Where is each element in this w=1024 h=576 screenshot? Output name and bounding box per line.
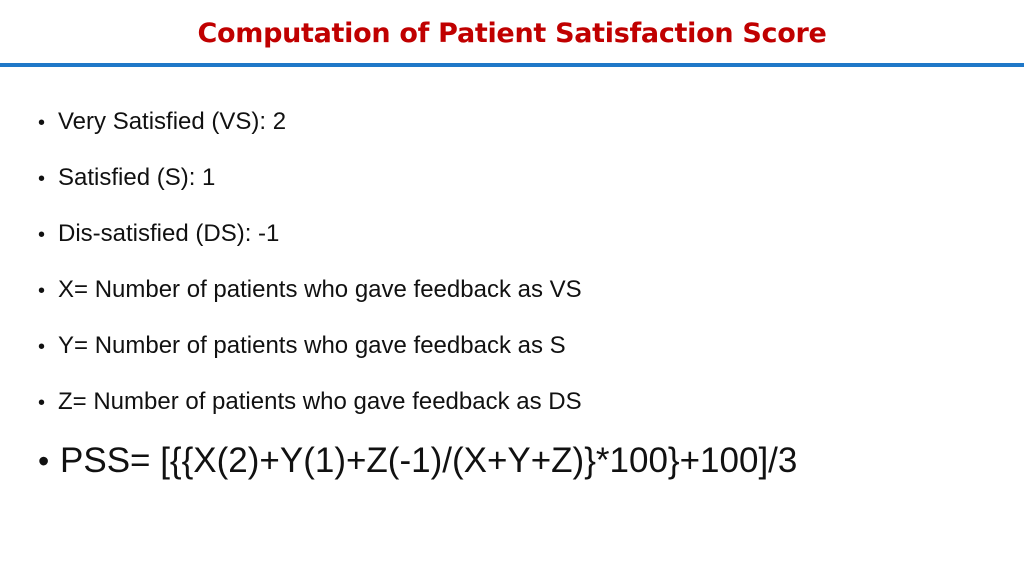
bullet-item-dissatisfied bbox=[38, 212, 797, 268]
bullet-text: Y= Number of patients who gave feedback as S bbox=[58, 332, 566, 359]
bullet-item-satisfied bbox=[38, 156, 797, 212]
bullet-text: Satisfied (S): 1 bbox=[58, 164, 216, 191]
bullet-item-x-definition bbox=[38, 268, 797, 324]
slide-title: Computation of Patient Satisfaction Score bbox=[197, 18, 827, 49]
bullet-text: Z= Number of patients who gave feedback as DS bbox=[58, 388, 582, 415]
bullet-marker: • bbox=[38, 336, 46, 358]
bullet-text: X= Number of patients who gave feedback as VS bbox=[58, 276, 582, 303]
bullet-marker: • bbox=[38, 224, 46, 246]
bullet-marker: • bbox=[38, 168, 46, 190]
bullet-marker: • bbox=[38, 112, 46, 134]
bullet-item-z-definition bbox=[38, 380, 797, 436]
bullet-item-y-definition bbox=[38, 324, 797, 380]
bullet-marker: • bbox=[38, 443, 50, 479]
title-divider bbox=[0, 63, 1024, 67]
bullet-marker: • bbox=[38, 392, 46, 414]
bullet-list bbox=[38, 100, 797, 496]
bullet-text: Dis-satisfied (DS): -1 bbox=[58, 220, 280, 247]
bullet-marker: • bbox=[38, 280, 46, 302]
pss-formula: PSS= [{{X(2)+Y(1)+Z(-1)/(X+Y+Z)}*100}+100]/3 bbox=[60, 441, 798, 480]
bullet-item-pss-formula bbox=[38, 430, 797, 496]
bullet-text: Very Satisfied (VS): 2 bbox=[58, 108, 287, 135]
bullet-item-very-satisfied bbox=[38, 100, 797, 156]
